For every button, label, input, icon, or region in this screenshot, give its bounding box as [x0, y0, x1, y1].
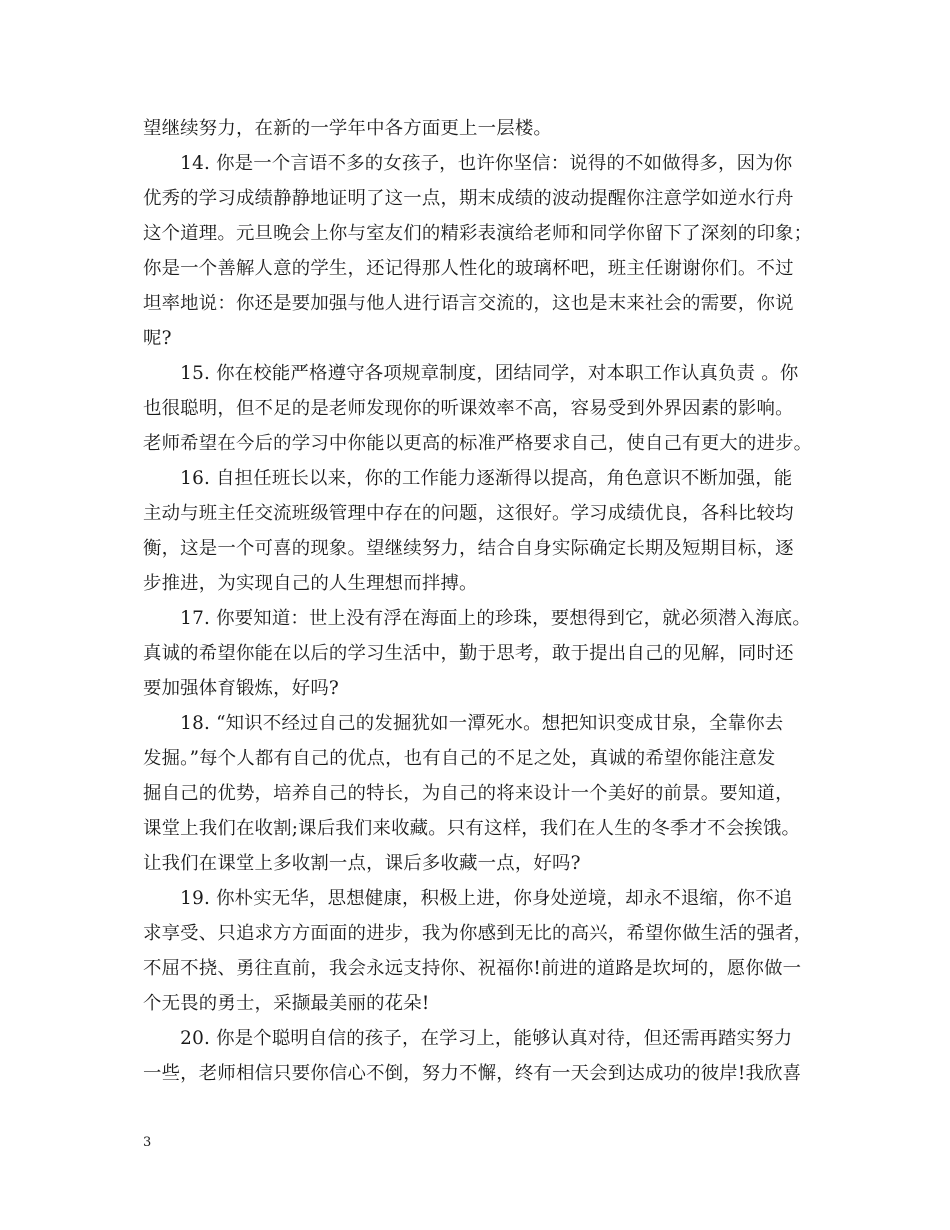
text-line: 个无畏的勇士，采撷最美丽的花朵! — [143, 993, 430, 1014]
text-line: 让我们在课堂上多收割一点，课后多收藏一点，好吗? — [143, 853, 581, 874]
text-line: 14. 你是一个言语不多的女孩子，也许你坚信：说得的不如做得多，因为你 — [143, 153, 793, 174]
text-line: 课堂上我们在收割;课后我们来收藏。只有这样，我们在人生的冬季才不会挨饿。 — [143, 818, 801, 839]
text-line: 主动与班主任交流班级管理中存在的问题，这很好。学习成绩优良，各科比较均 — [143, 503, 794, 524]
text-line: 一些，老师相信只要你信心不倒，努力不懈，终有一天会到达成功的彼岸!我欣喜 — [143, 1063, 802, 1084]
text-line: 要加强体育锻炼，好吗? — [143, 678, 339, 699]
text-line: 20. 你是个聪明自信的孩子，在学习上，能够认真对待，但还需再踏实努力 — [143, 1028, 793, 1049]
text-line: 衡，这是一个可喜的现象。望继续努力，结合自身实际确定长期及短期目标，逐 — [143, 538, 794, 559]
text-line: 优秀的学习成绩静静地证明了这一点，期末成绩的波动提醒你注意学如逆水行舟 — [143, 188, 794, 209]
text-line: 求享受、只追求方方面面的进步，我为你感到无比的高兴，希望你做生活的强者， — [143, 923, 813, 944]
text-line: 16. 自担任班长以来，你的工作能力逐渐得以提高，角色意识不断加强，能 — [143, 468, 793, 489]
text-line: 这个道理。元旦晚会上你与室友们的精彩表演给老师和同学你留下了深刻的印象； — [143, 223, 813, 244]
page-number: 3 — [143, 1135, 152, 1150]
text-line: 不屈不挠、勇往直前，我会永远支持你、祝福你!前进的道路是坎坷的，愿你做一 — [143, 958, 802, 979]
text-line: 掘自己的优势，培养自己的特长，为自己的将来设计一个美好的前景。要知道， — [143, 783, 794, 804]
text-line: 发掘。”每个人都有自己的优点，也有自己的不足之处，真诚的希望你能注意发 — [143, 748, 776, 769]
text-line: 呢? — [143, 328, 172, 349]
text-line: 步推进，为实现自己的人生理想而拌搏。 — [143, 573, 478, 594]
text-line: 也很聪明，但不足的是老师发现你的听课效率不高，容易受到外界因素的影响。 — [143, 398, 794, 419]
text-line: 望继续努力，在新的一学年中各方面更上一层楼。 — [143, 118, 552, 139]
text-line: 17. 你要知道：世上没有浮在海面上的珍珠，要想得到它，就必须潜入海底。 — [143, 608, 811, 629]
text-line: 你是一个善解人意的学生，还记得那人性化的玻璃杯吧，班主任谢谢你们。不过 — [143, 258, 794, 279]
text-line: 坦率地说：你还是要加强与他人进行语言交流的，这也是末来社会的需要，你说 — [143, 293, 794, 314]
text-line: 真诚的希望你能在以后的学习生活中，勤于思考，敢于提出自己的见解，同时还 — [143, 643, 794, 664]
text-line: 19. 你朴实无华，思想健康，积极上进，你身处逆境，却永不退缩，你不追 — [143, 888, 793, 909]
text-line: 18. “知识不经过自己的发掘犹如一潭死水。想把知识变成甘泉，全靠你去 — [143, 713, 784, 734]
text-line: 老师希望在今后的学习中你能以更高的标准严格要求自己，使自己有更大的进步。 — [143, 433, 813, 454]
text-line: 15. 你在校能严格遵守各项规章制度，团结同学，对本职工作认真负责 。你 — [143, 363, 799, 384]
